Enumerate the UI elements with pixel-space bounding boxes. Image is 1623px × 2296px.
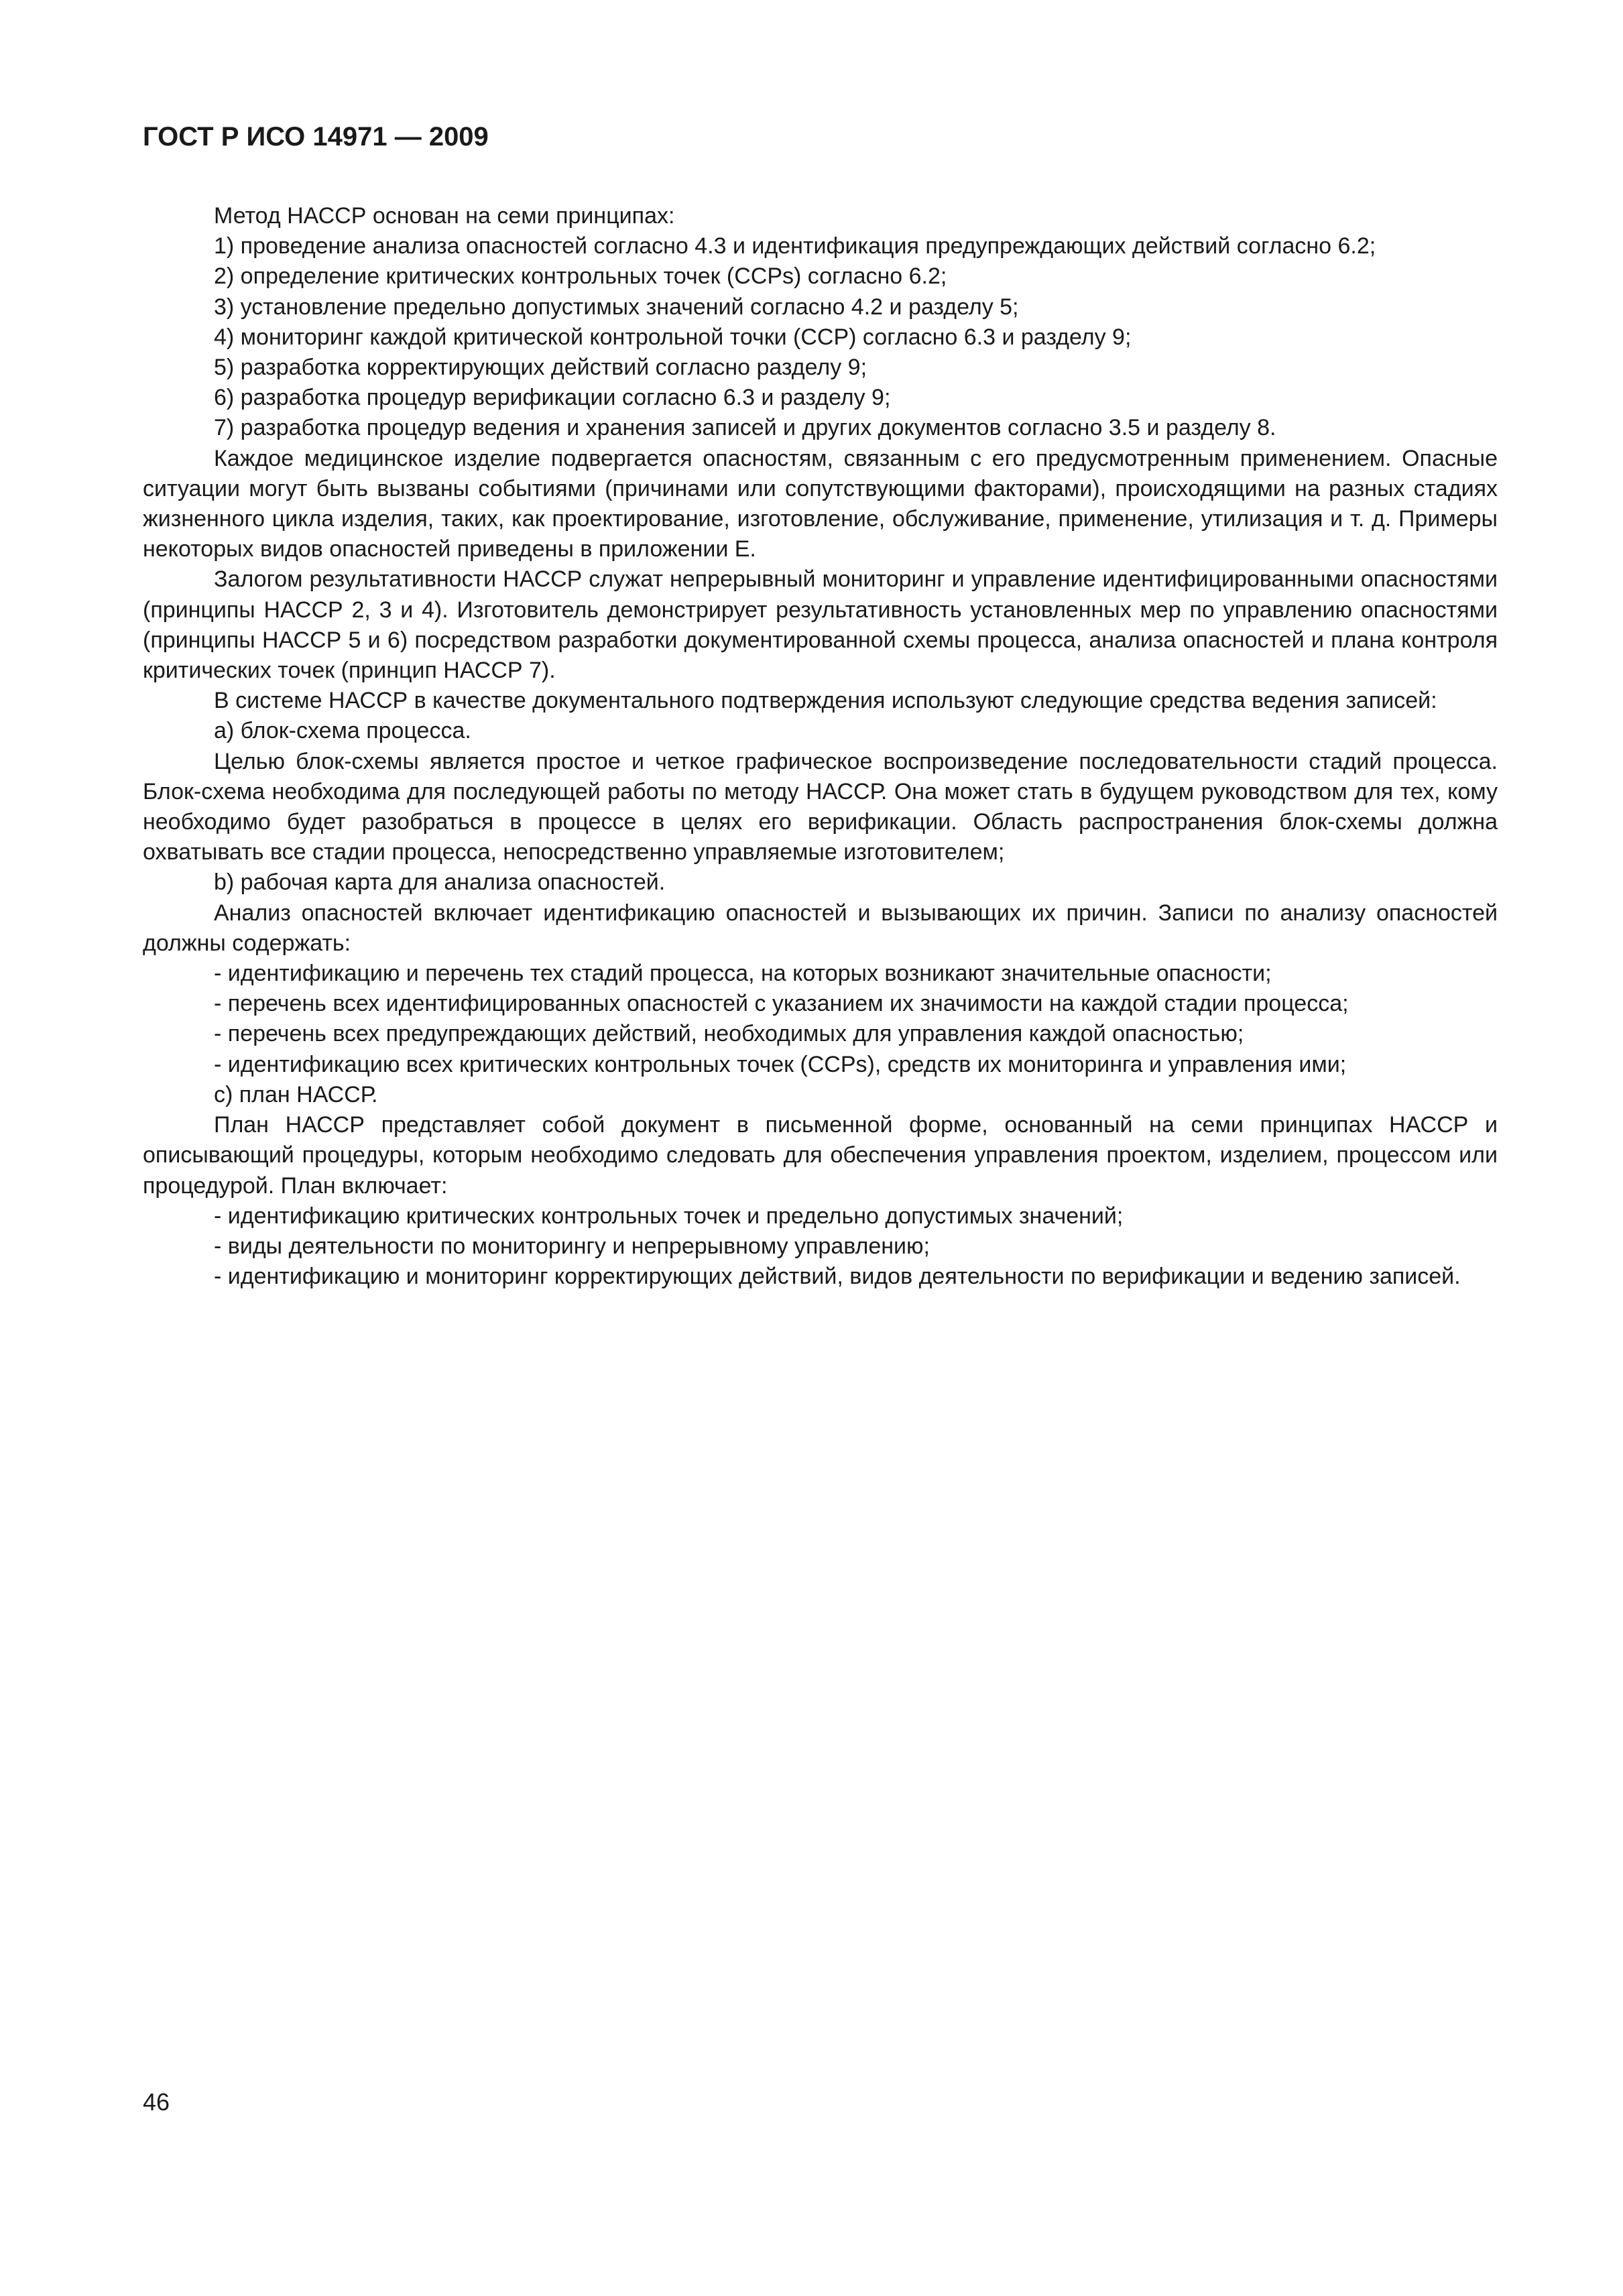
list-item: а) блок-схема процесса. — [214, 718, 471, 744]
list-item: 2) определение критических контрольных точек (ССРs) согласно 6.2; — [214, 263, 947, 290]
paragraph: Метод НАССР основан на семи принципах: — [214, 203, 675, 229]
list-item: b) рабочая карта для анализа опасностей. — [214, 869, 666, 896]
list-item: 5) разработка корректирующих действий согласно разделу 9; — [214, 355, 867, 381]
list-item: 7) разработка процедур ведения и хранения записей и других документов согласно 3.5 и разделу 8. — [214, 415, 1276, 441]
standard-header: ГОСТ Р ИСО 14971 — 2009 — [143, 122, 489, 152]
list-item: - идентификацию и перечень тех стадий процесса, на которых возникают значительные опасности; — [214, 961, 1272, 987]
page-number: 46 — [143, 2088, 170, 2116]
list-item: 1) проведение анализа опасностей согласно 4.3 и идентификация предупреждающих действий согласно 6.2; — [214, 233, 1376, 259]
list-item: с) план НАССР. — [214, 1081, 378, 1107]
paragraph: Анализ опасностей включает идентификацию опасностей и вызывающих их причин. Записи по анализу опасностей должны содержать: — [143, 900, 1498, 956]
list-item: 4) мониторинг каждой критической контрольной точки (ССР) согласно 6.3 и разделу 9; — [214, 324, 1132, 350]
list-item: - перечень всех предупреждающих действий, необходимых для управления каждой опасностью; — [214, 1021, 1244, 1047]
list-item: - идентификацию критических контрольных точек и предельно допустимых значений; — [214, 1203, 1124, 1229]
list-item: - виды деятельности по мониторингу и непрерывному управлению; — [214, 1233, 930, 1259]
paragraph: План НАССР представляет собой документ в письменной форме, основанный на семи принципах НАССР и описывающий процедуры, которым необходимо следовать для обеспечения управления проектом, изделием, процессом или процедурой. План включает: — [143, 1112, 1498, 1199]
paragraph: В системе НАССР в качестве документального подтверждения используют следующие средства ведения записей: — [214, 688, 1437, 714]
paragraph: Залогом результативности НАССР служат непрерывный мониторинг и управление идентифицированными опасностями (принципы НАССР 2, 3 и 4). Изготовитель демонстрирует результативность установленных мер по управлению опасностями (принципы НАССР 5 и 6) посредством разработки документированной схемы процесса, анализа опасностей и плана контроля критических точек (принцип НАССР 7). — [143, 566, 1498, 684]
body-text — [143, 201, 1498, 1292]
paragraph: Целью блок-схемы является простое и четкое графическое воспроизведение последовательности стадий процесса. Блок-схема необходима для последующей работы по методу НАССР. Она может стать в будущем руководством для тех, кому необходимо будет разобраться в процессе в целях его верификации. Область распространения блок-схемы должна охватывать все стадии процесса, непосредственно управляемые изготовителем; — [143, 748, 1498, 865]
list-item: 6) разработка процедур верификации согласно 6.3 и разделу 9; — [214, 385, 891, 411]
paragraph: Каждое медицинское изделие подвергается опасностям, связанным с его предусмотренным применением. Опасные ситуации могут быть вызваны событиями (причинами или сопутствующими факторами), происходящими на разных стадиях жизненного цикла изделия, таких, как проектирование, изготовление, обслуживание, применение, утилизация и т. д. Примеры некоторых видов опасностей приведены в приложении Е. — [143, 445, 1498, 562]
list-item: - идентификацию и мониторинг корректирующих действий, видов деятельности по верификации и ведению записей. — [214, 1264, 1461, 1290]
list-item: - перечень всех идентифицированных опасностей с указанием их значимости на каждой стадии процесса; — [214, 991, 1349, 1017]
list-item: 3) установление предельно допустимых значений согласно 4.2 и разделу 5; — [214, 294, 1019, 320]
list-item: - идентификацию всех критических контрольных точек (ССРs), средств их мониторинга и управления ими; — [214, 1051, 1347, 1077]
